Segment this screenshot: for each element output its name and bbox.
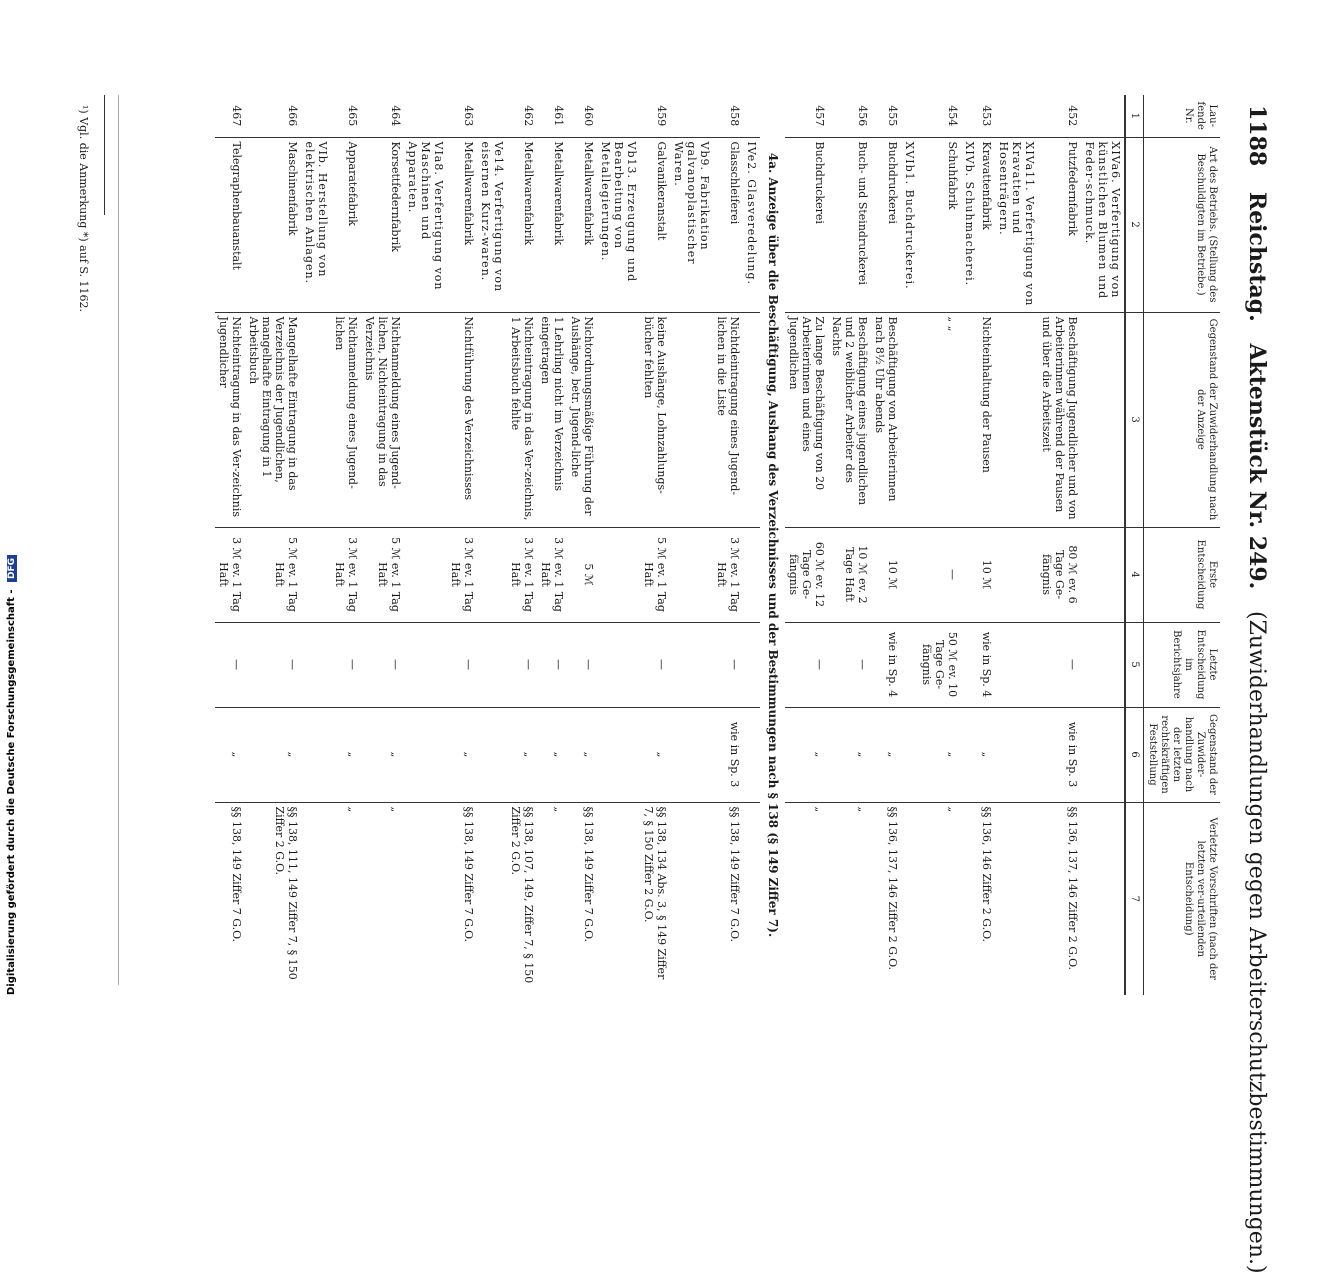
empty-cell [961, 622, 978, 707]
cell-letzte: wie in Sp. 4 [978, 622, 995, 707]
col-number: 3 [1125, 312, 1144, 527]
empty-cell [670, 95, 713, 137]
cell-feststellung: „ [640, 707, 670, 802]
table-row [1038, 95, 1081, 995]
cell-letzte: — [1038, 622, 1081, 707]
cell-gegenstand: Nichteintragung in das Ver-zeichnis Jugendlicher [215, 312, 245, 527]
table-row [537, 95, 567, 995]
cell-feststellung: „ [361, 707, 404, 802]
empty-cell [743, 95, 760, 137]
empty-cell [597, 622, 640, 707]
col-number: 4 [1125, 527, 1144, 622]
empty-cell [995, 312, 1038, 527]
cell-feststellung: „ [871, 707, 901, 802]
column-number-row [1125, 95, 1144, 995]
cell-vorschriften: „ [361, 802, 404, 995]
cell-betrieb: Buch- und Steindruckerei [828, 137, 871, 312]
empty-cell [301, 802, 331, 995]
empty-cell [961, 312, 978, 527]
cell-letzte: — [215, 622, 245, 707]
cell-nr: 460 [582, 105, 595, 127]
cell-nr: 454 [946, 105, 959, 127]
cell-gegenstand: Nichtdeintragung eines Jugend-lichen in die Liste [713, 312, 743, 527]
empty-cell [995, 95, 1038, 137]
empty-cell [961, 95, 978, 137]
cell-erste: 3 ℳ ev. 1 Tag Haft [215, 527, 245, 622]
empty-cell [670, 707, 713, 802]
empty-cell [1081, 707, 1125, 802]
cell-letzte: 50 ℳ ev. 10 Tage Ge-fängnis [918, 622, 961, 707]
header-source: Reichstag. [1244, 191, 1270, 322]
cell-feststellung: „ [447, 707, 477, 802]
col-number: 5 [1125, 622, 1144, 707]
subgroup-label: IVe2. Glasveredelung. [743, 137, 760, 312]
col-number: 7 [1125, 802, 1144, 995]
subgroup-label: VIb. Herstellung von elektrischen Anlagen. [301, 137, 331, 312]
empty-cell [901, 622, 918, 707]
table-row [918, 95, 961, 995]
empty-cell [1081, 95, 1125, 137]
cell-betrieb: Putzfedernfabrik [1038, 137, 1081, 312]
digitization-credit [6, 555, 17, 995]
empty-cell [670, 622, 713, 707]
cell-nr: 453 [980, 105, 993, 127]
cell-betrieb: Kravattenfabrik [978, 137, 995, 312]
cell-gegenstand: keine Aushänge, Lohnzahlungs-bücher fehlten [640, 312, 670, 527]
table-row [640, 95, 670, 995]
cell-feststellung: „ [331, 707, 361, 802]
table-header-row [1144, 95, 1221, 995]
cell-vorschriften: §§ 138, 149 Ziffer 7 G.O. [713, 802, 743, 995]
cell-letzte: — [785, 622, 828, 707]
cell-betrieb: Apparatefabrik [331, 137, 361, 312]
subgroup-label: Vb13. Erzeugung und Bearbeitung von Metallegierungen. [597, 137, 640, 312]
empty-cell [404, 312, 447, 527]
cell-betrieb: Metallwarenfabrik [537, 137, 567, 312]
empty-cell [1081, 622, 1125, 707]
cell-vorschriften: §§ 136, 137, 146 Ziffer 2 G.O. [871, 802, 901, 995]
empty-cell [477, 802, 507, 995]
cell-nr: 452 [1066, 105, 1079, 127]
cell-letzte: — [331, 622, 361, 707]
cell-feststellung: „ [785, 707, 828, 802]
cell-betrieb: Schuhfabrik [918, 137, 961, 312]
subgroup-row [743, 95, 760, 995]
cell-gegenstand: Mangelhafte Eintragung in das Verzeichnis der Jugendlichen, mangelhafte Eintragung in 1 Arbeitsbuch [245, 312, 301, 527]
cell-nr: 455 [886, 105, 899, 127]
subgroup-label: XIVb. Schuhmacherei. [961, 137, 978, 312]
cell-letzte: — [828, 622, 871, 707]
cell-feststellung: „ [978, 707, 995, 802]
empty-cell [1081, 312, 1125, 527]
cell-erste: 5 ℳ ev. 1 Tag Haft [640, 527, 670, 622]
credit-text: Digitalisierung gefördert durch die Deutsche Forschungsgemeinschaft - [6, 589, 17, 995]
cell-letzte: — [507, 622, 537, 707]
empty-cell [477, 312, 507, 527]
col-header-betrieb: Art des Betriebs. (Stellung des Beschuldigten im Betriebe.) [1144, 137, 1221, 312]
cell-erste: 5 ℳ ev. 1 Tag Haft [245, 527, 301, 622]
empty-cell [477, 95, 507, 137]
table-row [507, 95, 537, 995]
cell-nr: 461 [552, 105, 565, 127]
cell-feststellung: „ [507, 707, 537, 802]
empty-cell [995, 802, 1038, 995]
cell-erste: 3 ℳ ev. 1 Tag Haft [507, 527, 537, 622]
cell-vorschriften: „ [331, 802, 361, 995]
cell-betrieb: Telegraphenbauanstalt [215, 137, 245, 312]
cell-letzte: — [447, 622, 477, 707]
header-document: Aktenstück Nr. 249. [1244, 343, 1270, 590]
subgroup-row [301, 95, 331, 995]
subgroup-label: XIVa11. Verfertigung von Kravatten und Hosenträgern. [995, 137, 1038, 312]
empty-cell [301, 527, 331, 622]
cell-gegenstand: Nichtanmeldung eines Jugend-lichen [331, 312, 361, 527]
cell-letzte: — [640, 622, 670, 707]
empty-cell [901, 802, 918, 995]
col-header-feststellung: Gegenstand der Zuwider-handlung nach der letzten rechtskräftigen Feststellung [1144, 707, 1221, 802]
dfg-logo: DFG [7, 555, 17, 582]
cell-feststellung: wie in Sp. 3 [1038, 707, 1081, 802]
empty-cell [743, 527, 760, 622]
rotated-document-page [40, 95, 1270, 1274]
table-row [361, 95, 404, 995]
cell-letzte: — [537, 622, 567, 707]
cell-letzte: — [567, 622, 597, 707]
cell-betrieb: Maschinenfabrik [245, 137, 301, 312]
cell-nr: 459 [655, 105, 668, 127]
empty-cell [961, 707, 978, 802]
cell-gegenstand: Nichtanmeldung eines Jugend-lichen, Nichteintragung in das Verzeichnis [361, 312, 404, 527]
cell-betrieb: Metallwarenfabrik [507, 137, 537, 312]
empty-cell [597, 707, 640, 802]
cell-vorschriften: „ [785, 802, 828, 995]
empty-cell [670, 802, 713, 995]
cell-feststellung: „ [918, 707, 961, 802]
cell-nr: 463 [462, 105, 475, 127]
empty-cell [597, 95, 640, 137]
empty-cell [404, 527, 447, 622]
empty-cell [995, 707, 1038, 802]
empty-cell [477, 527, 507, 622]
subgroup-row [995, 95, 1038, 995]
cell-gegenstand: 1 Lehrling nicht im Verzeichnis eingetragen [537, 312, 567, 527]
subgroup-row [961, 95, 978, 995]
col-number: 1 [1125, 95, 1144, 137]
cell-letzte: — [245, 622, 301, 707]
cell-vorschriften: „ [537, 802, 567, 995]
cell-erste: 5 ℳ [567, 527, 597, 622]
cell-feststellung: „ [245, 707, 301, 802]
table-row [245, 95, 301, 995]
cell-vorschriften: §§ 138, 134 Abs. 3, § 149 Ziffer 7, § 150 Ziffer 2 G.O. [640, 802, 670, 995]
cell-gegenstand: Nichtordnungsmäßige Führung der Aushänge, betr. Jugend-liche [567, 312, 597, 527]
table-row [447, 95, 477, 995]
empty-cell [961, 802, 978, 995]
footnote: ¹) Vgl. die Anmerkung *) auf S. 1162. [77, 105, 90, 312]
cell-feststellung: „ [537, 707, 567, 802]
cell-nr: 465 [346, 105, 359, 127]
page-number: 1188 [1244, 105, 1270, 167]
table-row [871, 95, 901, 995]
empty-cell [301, 622, 331, 707]
cell-vorschriften: §§ 138, 149 Ziffer 7 G.O. [447, 802, 477, 995]
empty-cell [995, 622, 1038, 707]
subgroup-label: Vb9. Fabrikation galvanoplastischer Waren. [670, 137, 713, 312]
cell-gegenstand: Nichtführung des Verzeichnisses [447, 312, 477, 527]
table-row [828, 95, 871, 995]
col-header-vorschriften: Verletzte Vorschriften (nach der letzten ver-urteilenden Entscheidung) [1144, 802, 1221, 995]
subgroup-label: XIVa6. Verfertigung von künstlichen Blumen und Feder-schmuck. [1081, 137, 1125, 312]
empty-cell [301, 312, 331, 527]
empty-cell [597, 802, 640, 995]
cell-nr: 456 [856, 105, 869, 127]
cell-erste: 3 ℳ ev. 1 Tag Haft [713, 527, 743, 622]
cell-gegenstand: Nichteintragung in das Ver-zeichnis, 1 Arbeitsbuch fehlte [507, 312, 537, 527]
col-number: 2 [1125, 137, 1144, 312]
cell-betrieb: Galvanikeranstalt [640, 137, 670, 312]
cell-nr: 462 [522, 105, 535, 127]
cell-vorschriften: §§ 136, 137, 146 Ziffer 2 G.O. [1038, 802, 1081, 995]
page-header [1230, 105, 1270, 1274]
cell-nr: 466 [286, 105, 299, 127]
table-row [215, 95, 245, 995]
table-row [785, 95, 828, 995]
subgroup-label: XVIb1. Buchdruckerei. [901, 137, 918, 312]
empty-cell [1081, 527, 1125, 622]
cell-gegenstand: Nichteinhaltung der Pausen [978, 312, 995, 527]
cell-vorschriften: „ [918, 802, 961, 995]
table-row [567, 95, 597, 995]
cell-letzte: — [713, 622, 743, 707]
subgroup-row [1081, 95, 1125, 995]
header-title: (Zuwiderhandlungen gegen Arbeiterschutzbestimmungen.) [1244, 611, 1269, 1274]
empty-cell [670, 527, 713, 622]
empty-cell [901, 527, 918, 622]
cell-erste: 3 ℳ ev. 1 Tag Haft [447, 527, 477, 622]
empty-cell [670, 312, 713, 527]
cell-betrieb: Metallwarenfabrik [447, 137, 477, 312]
cell-erste: 10 ℳ ev. 2 Tage Haft [828, 527, 871, 622]
section-row [760, 95, 785, 995]
cell-erste: 10 ℳ [871, 527, 901, 622]
cell-gegenstand: „ „ [918, 312, 961, 527]
cell-betrieb: Korsettfedernfabrik [361, 137, 404, 312]
empty-cell [597, 312, 640, 527]
cell-erste: — [918, 527, 961, 622]
empty-cell [597, 527, 640, 622]
empty-cell [477, 622, 507, 707]
empty-cell [995, 527, 1038, 622]
cell-erste: 3 ℳ ev. 1 Tag Haft [331, 527, 361, 622]
cell-erste: 80 ℳ ev. 6 Tage Ge-fängnis [1038, 527, 1081, 622]
table-row [713, 95, 743, 995]
cell-vorschriften: §§ 138, 149 Ziffer 7 G.O. [567, 802, 597, 995]
cell-erste: 60 ℳ ev. 12 Tage Ge-fängnis [785, 527, 828, 622]
cell-nr: 464 [389, 105, 402, 127]
section-title: 4a. Anzeige über die Beschäftigung, Aushang des Verzeichnisses und der Bestimmungen nach § 138 (§ 149 Ziffer 7). [766, 152, 780, 938]
empty-cell [404, 95, 447, 137]
empty-cell [404, 802, 447, 995]
empty-cell [901, 707, 918, 802]
cell-gegenstand: Beschäftigung eines jugendlichen und 2 weiblicher Arbeiter des Nachts [828, 312, 871, 527]
empty-cell [901, 312, 918, 527]
col-header-erste: Erste Entscheidung [1144, 527, 1221, 622]
table-row [978, 95, 995, 995]
cell-gegenstand: Beschäftigung Jugendlicher und von Arbeiterinnen während der Pausen und über die Arbeitszeit [1038, 312, 1081, 527]
cell-gegenstand: Beschäftigung von Arbeiterinnen nach 8½ Uhr abends [871, 312, 901, 527]
col-header-gegenstand: Gegenstand der Zuwiderhandlung nach der Anzeige [1144, 312, 1221, 527]
subgroup-row [404, 95, 447, 995]
cell-vorschriften: §§ 138, 111, 149 Ziffer 7, § 150 Ziffer 2 G.O. [245, 802, 301, 995]
col-header-letzte: Letzte Entscheidung im Berichtsjahre [1144, 622, 1221, 707]
subgroup-row [901, 95, 918, 995]
cell-feststellung: „ [567, 707, 597, 802]
empty-cell [743, 802, 760, 995]
empty-cell [743, 312, 760, 527]
cell-betrieb: Buchdruckerei [871, 137, 901, 312]
empty-cell [477, 707, 507, 802]
col-header-nr: Lau-fende Nr. [1144, 95, 1221, 137]
offense-table [215, 95, 1220, 995]
cell-letzte: wie in Sp. 4 [871, 622, 901, 707]
subgroup-row [597, 95, 640, 995]
cell-feststellung: „ [828, 707, 871, 802]
cell-betrieb: Metallwarenfabrik [567, 137, 597, 312]
subgroup-row [670, 95, 713, 995]
cell-erste: 5 ℳ ev. 1 Tag Haft [361, 527, 404, 622]
cell-feststellung: wie in Sp. 3 [713, 707, 743, 802]
empty-cell [743, 707, 760, 802]
empty-cell [404, 707, 447, 802]
cell-erste: 3 ℳ ev. 1 Tag Haft [537, 527, 567, 622]
cell-vorschriften: §§ 138, 107, 149, Ziffer 7, § 150 Ziffer 2 G.O. [507, 802, 537, 995]
cell-betrieb: Glasschleiferei [713, 137, 743, 312]
cell-nr: 457 [813, 105, 826, 127]
subgroup-label: VIa8. Verfertigung von Maschinen und Apparaten. [404, 137, 447, 312]
cell-feststellung: „ [215, 707, 245, 802]
empty-cell [404, 622, 447, 707]
empty-cell [743, 622, 760, 707]
cell-betrieb: Buchdruckerei [785, 137, 828, 312]
empty-cell [301, 707, 331, 802]
cell-gegenstand: Zu lange Beschäftigung von 20 Arbeiterinnen und eines Jugendlichen [785, 312, 828, 527]
subgroup-label: Ve14. Verfertigung von eisernen Kurz-waren. [477, 137, 507, 312]
cell-nr: 467 [230, 105, 243, 127]
subgroup-row [477, 95, 507, 995]
table-row [331, 95, 361, 995]
footnote-rule [104, 95, 105, 215]
cell-vorschriften: §§ 138, 149 Ziffer 7 G.O. [215, 802, 245, 995]
cell-vorschriften: §§ 136, 146 Ziffer 2 G.O. [978, 802, 995, 995]
col-number: 6 [1125, 707, 1144, 802]
empty-cell [901, 95, 918, 137]
cell-nr: 458 [728, 105, 741, 127]
cell-letzte: — [361, 622, 404, 707]
cell-vorschriften: „ [828, 802, 871, 995]
empty-cell [1081, 802, 1125, 995]
empty-cell [961, 527, 978, 622]
empty-cell [301, 95, 331, 137]
cell-erste: 10 ℳ [978, 527, 995, 622]
